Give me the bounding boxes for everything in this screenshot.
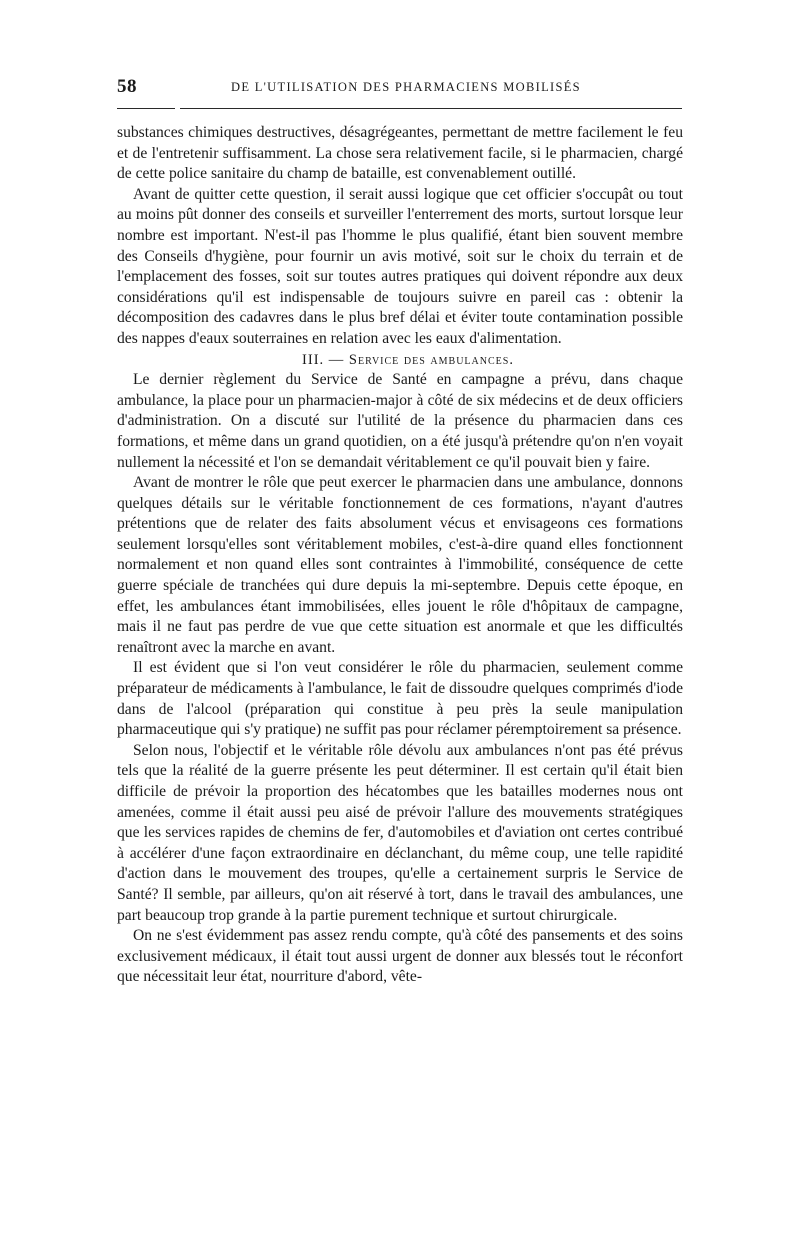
paragraph: On ne s'est évidemment pas assez rendu compte, qu'à côté des pansements et des soins exclusivement médicaux, il était tout aussi urgent de donner aux blessés tout le réconfort que nécessitait leur état, nourriture d'abord, vête-	[117, 927, 683, 986]
paragraph: substances chimiques destructives, désagrégeantes, permettant de mettre facilement le feu et de l'entretenir suffisamment. La chose sera relativement facile, si le pharmacien, chargé de cette police sanitaire du champ de bataille, est convenablement outillé.	[117, 124, 683, 183]
running-head	[117, 76, 683, 100]
section-heading	[117, 350, 683, 371]
body-text	[117, 123, 683, 988]
header-rule-left	[117, 108, 175, 109]
section-title: Service des ambulances.	[348, 351, 514, 368]
page-number: 58	[117, 76, 137, 97]
paragraph: Selon nous, l'objectif et le véritable rôle dévolu aux ambulances n'ont pas été prévus tels que la réalité de la guerre présente les peut déterminer. Il est certain qu'il était bien difficile de prévoir la proportion des hécatombes que les batailles modernes nous ont amenées, comme il était aussi peu aisé de prévoir l'allure des mouvements stratégiques que les services rapides de chemins de fer, d'automobiles et d'aviation ont certes contribué à accélérer d'une façon extraordinaire en déclanchant, du même coup, une telle rapidité d'action dans le mouvement des troupes, qu'elle a certainement surpris le Service de Santé? Il semble, par ailleurs, qu'on ait réservé à tort, dans le travail des ambulances, une part beaucoup trop grande à la partie purement technique et surtout chirurgicale.	[117, 741, 683, 924]
section-number: III. —	[302, 351, 345, 368]
running-title: DE L'UTILISATION DES PHARMACIENS MOBILISÉS	[231, 80, 581, 94]
paragraph: Avant de quitter cette question, il serait aussi logique que cet officier s'occupât ou tout au moins pût donner des conseils et surveiller l'enterrement des morts, surtout lorsque leur nombre est important. N'est-il pas l'homme le plus qualifié, étant bien souvent membre des Conseils d'hygiène, pour fournir un avis motivé, soit sur le choix du terrain et de l'emplacement des fosses, soit sur toutes autres pratiques qui doivent répondre aux deux considérations qu'il est indispensable de toujours suivre en pareil cas : obtenir la décomposition des cadavres dans le plus bref délai et éviter toute contamination possible des nappes d'eaux souterraines en relation avec les eaux d'alimentation.	[117, 185, 683, 347]
paragraph: Le dernier règlement du Service de Santé en campagne a prévu, dans chaque ambulance, la place pour un pharmacien-major à côté de six médecins et de deux officiers d'administration. On a discuté sur l'utilité de la présence du pharmacien dans ces formations, et même dans un grand quotidien, on a été jusqu'à prétendre qu'on n'en voyait nullement la nécessité et l'on se demandait véritablement ce qu'il pouvait bien y faire.	[117, 371, 683, 471]
header-rule-right	[180, 108, 682, 109]
paragraph: Il est évident que si l'on veut considérer le rôle du pharmacien, seulement comme préparateur de médicaments à l'ambulance, le fait de dissoudre quelques comprimés d'iode dans de l'alcool (préparation qui constitue à peu près la seule manipulation pharmaceutique qui s'y pratique) ne suffit pas pour réclamer péremptoirement sa présence.	[117, 659, 683, 739]
paragraph: Avant de montrer le rôle que peut exercer le pharmacien dans une ambulance, donnons quelques détails sur le véritable fonctionnement de ces formations, n'ayant d'autres prétentions que de relater des faits absolument vécus et envisageons ces formations seulement lorsqu'elles sont véritablement mobiles, c'est-à-dire quand elles fonctionnent normalement et non quand elles sont contraintes à l'immobilité, conséquence de cette guerre spéciale de tranchées qui dure depuis la mi-septembre. Depuis cette époque, en effet, les ambulances étant immobilisées, elles jouent le rôle d'hôpitaux de campagne, mais il ne faut pas perdre de vue que cette situation est anormale et que les difficultés renaîtront avec la marche en avant.	[117, 474, 683, 656]
